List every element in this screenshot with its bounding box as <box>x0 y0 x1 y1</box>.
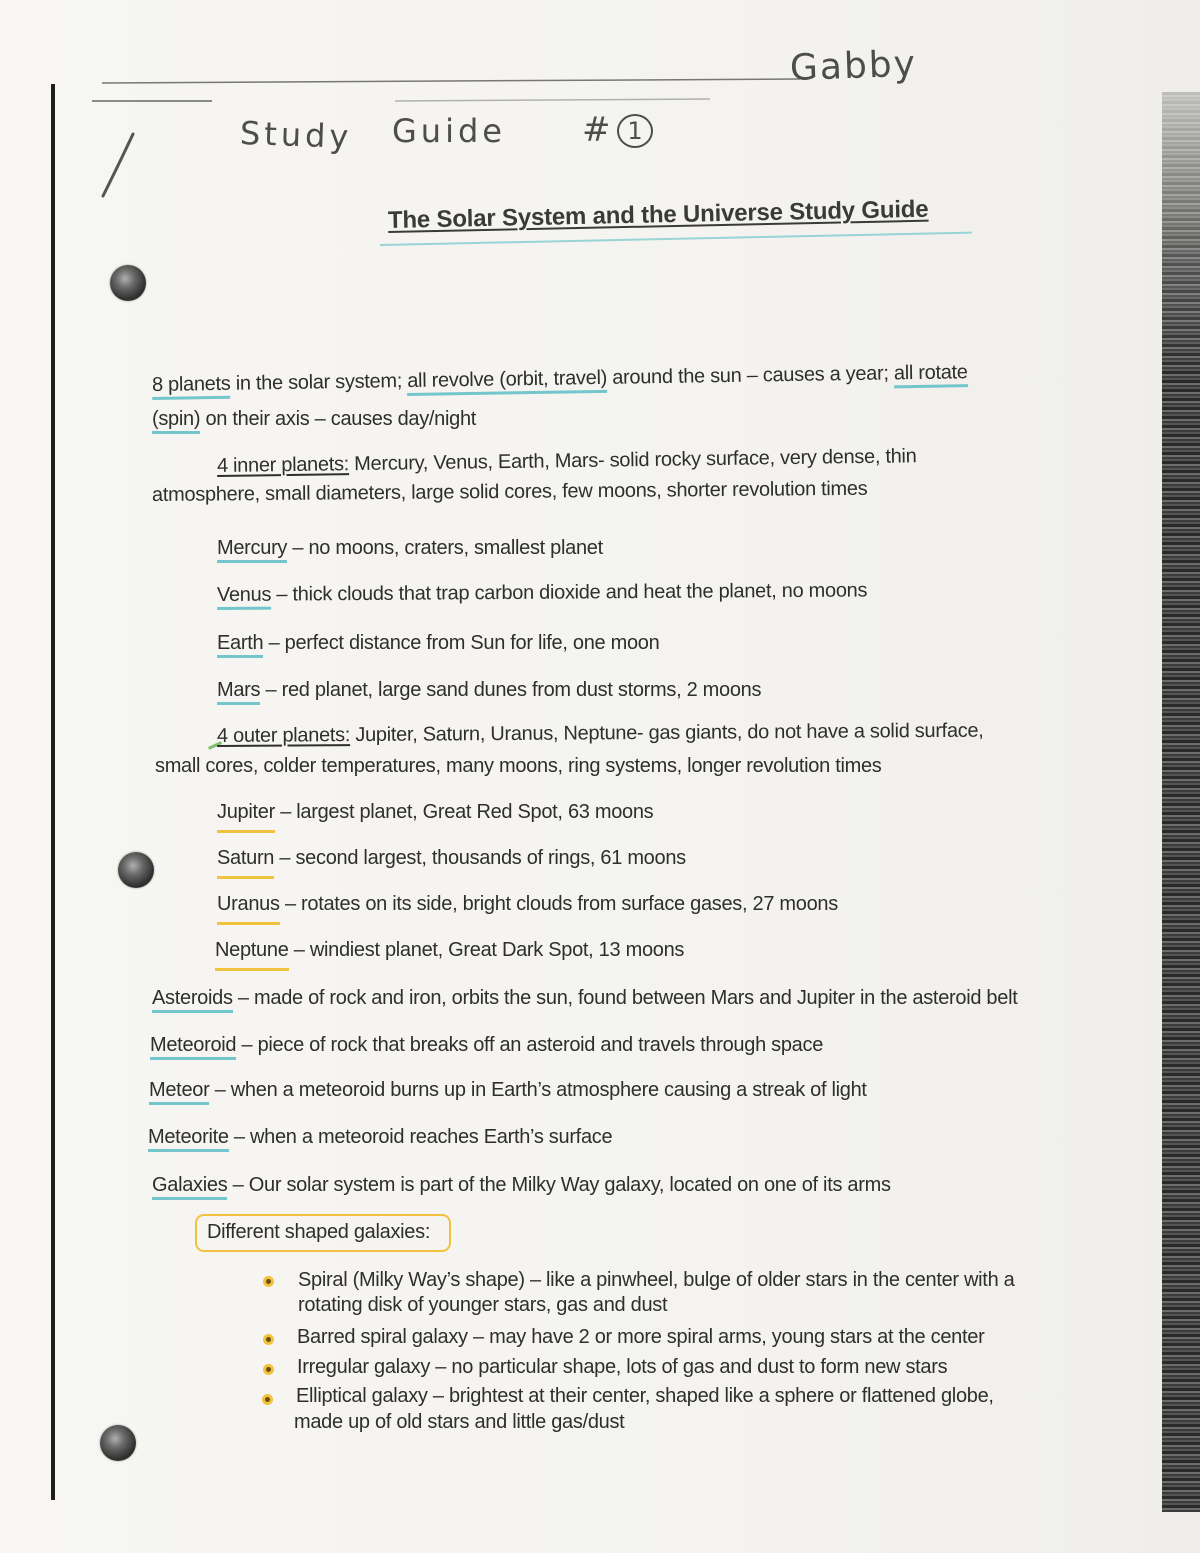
planet-name: Saturn <box>217 847 274 879</box>
planet-description: – perfect distance from Sun for life, one moon <box>263 632 660 654</box>
object-description: – piece of rock that breaks off an asteroid and travels through space <box>236 1034 824 1056</box>
object-description: – made of rock and iron, orbits the sun, found between Mars and Jupiter in the asteroid belt <box>232 987 1018 1009</box>
page-title: The Solar System and the Universe Study Guide <box>387 195 929 234</box>
outer-planets-summary: Jupiter, Saturn, Uranus, Neptune- gas giants, do not have a solid surface, <box>349 719 984 747</box>
inner-planets-heading: 4 inner planets: <box>216 453 350 477</box>
planet-row-uranus <box>217 892 838 916</box>
planet-name: Uranus <box>217 893 280 925</box>
planet-name: Jupiter <box>217 801 275 833</box>
intro-text: around the sun – causes a year; <box>606 362 895 389</box>
hole-punch-top <box>110 265 146 301</box>
galaxy-shapes-label: Different shaped galaxies: <box>207 1221 431 1243</box>
outer-planets-line-1 <box>217 719 984 748</box>
planet-row-saturn <box>217 846 686 870</box>
galaxy-type-elliptical-line-2: made up of old stars and little gas/dust <box>294 1411 625 1433</box>
planet-description: – thick clouds that trap carbon dioxide and heat the planet, no moons <box>271 579 868 606</box>
inner-planets-summary: Mercury, Venus, Earth, Mars- solid rocky surface, very dense, thin <box>348 445 917 476</box>
circled-guide-number: 1 <box>617 114 653 148</box>
hole-punch-middle <box>118 852 154 888</box>
hole-punch-bottom <box>100 1425 136 1461</box>
intro-line-1 <box>152 360 968 397</box>
planet-row-earth <box>217 631 659 655</box>
outer-planets-line-2: small cores, colder temperatures, many moons, ring systems, longer revolution times <box>155 755 882 777</box>
galaxy-shapes-label-box <box>195 1214 451 1252</box>
bullet-icon <box>263 1364 274 1375</box>
handwritten-guide: Guide <box>392 112 506 150</box>
galaxy-type-elliptical-line-1: Elliptical galaxy – brightest at their center, shaped like a sphere or flattened globe, <box>296 1385 994 1407</box>
object-row-meteorite <box>148 1125 612 1149</box>
bullet-icon <box>263 1276 274 1287</box>
galaxy-type-irregular: Irregular galaxy – no particular shape, lots of gas and dust to form new stars <box>297 1356 948 1378</box>
object-description: – Our solar system is part of the Milky Way galaxy, located on one of its arms <box>227 1174 891 1196</box>
term-spin: (spin) <box>152 408 200 434</box>
planet-name: Earth <box>217 632 263 658</box>
object-term: Meteor <box>149 1079 209 1105</box>
outer-planets-heading: 4 outer planets: <box>216 724 351 747</box>
bullet-icon <box>262 1394 273 1405</box>
planet-name: Mars <box>217 679 260 705</box>
planet-description: – second largest, thousands of rings, 61 moons <box>274 847 686 869</box>
planet-row-mercury <box>217 536 603 560</box>
term-rotate: all rotate <box>894 361 968 388</box>
object-description: – when a meteoroid reaches Earth’s surface <box>228 1126 613 1148</box>
inner-planets-line-2: atmosphere, small diameters, large solid cores, few moons, shorter revolution times <box>151 477 868 506</box>
galaxy-type-spiral-line-2: rotating disk of younger stars, gas and dust <box>298 1294 668 1316</box>
planet-name: Mercury <box>217 537 287 563</box>
planet-description: – largest planet, Great Red Spot, 63 moons <box>274 801 654 823</box>
slash-mark <box>103 134 133 196</box>
object-term: Meteoroid <box>150 1034 236 1060</box>
intro-line-2 <box>152 407 476 431</box>
planet-description: – rotates on its side, bright clouds from surface gases, 27 moons <box>279 893 838 915</box>
planet-description: – no moons, craters, smallest planet <box>287 537 603 559</box>
object-row-meteoroid <box>150 1033 823 1057</box>
galaxy-type-spiral-line-1: Spiral (Milky Way’s shape) – like a pinwheel, bulge of older stars in the center with a <box>298 1269 1015 1291</box>
left-margin-line <box>51 84 55 1500</box>
right-scan-edge <box>1162 92 1200 1512</box>
object-row-galaxies <box>152 1173 891 1197</box>
object-description: – when a meteoroid burns up in Earth’s atmosphere causing a streak of light <box>209 1079 867 1101</box>
planet-row-jupiter <box>217 800 653 824</box>
planet-description: – red planet, large sand dunes from dust storms, 2 moons <box>260 679 762 701</box>
object-term: Meteorite <box>148 1126 229 1152</box>
term-revolve: all revolve (orbit, travel) <box>407 367 607 396</box>
planet-row-neptune <box>215 938 684 962</box>
top-rule-line <box>102 79 800 83</box>
term-8-planets: 8 planets <box>152 373 231 400</box>
planet-row-venus <box>217 578 867 607</box>
object-row-asteroids <box>152 986 1017 1010</box>
object-term: Galaxies <box>152 1174 227 1200</box>
planet-row-mars <box>217 678 761 702</box>
handwritten-study: Study <box>239 114 353 156</box>
student-name: Gabby <box>789 43 918 89</box>
planet-description: – windiest planet, Great Dark Spot, 13 moons <box>288 939 685 961</box>
object-term: Asteroids <box>152 987 233 1013</box>
intro-text: in the solar system; <box>230 369 408 395</box>
inner-planets-line-1 <box>217 444 917 478</box>
intro-text: on their axis – causes day/night <box>200 408 477 430</box>
object-row-meteor <box>149 1078 867 1102</box>
planet-name: Neptune <box>215 939 289 971</box>
faint-rule-line <box>395 99 710 101</box>
galaxy-type-barred-spiral: Barred spiral galaxy – may have 2 or more spiral arms, young stars at the center <box>297 1326 985 1348</box>
handwritten-number-sign: # <box>582 110 611 150</box>
bullet-icon <box>263 1334 274 1345</box>
planet-name: Venus <box>217 584 271 610</box>
